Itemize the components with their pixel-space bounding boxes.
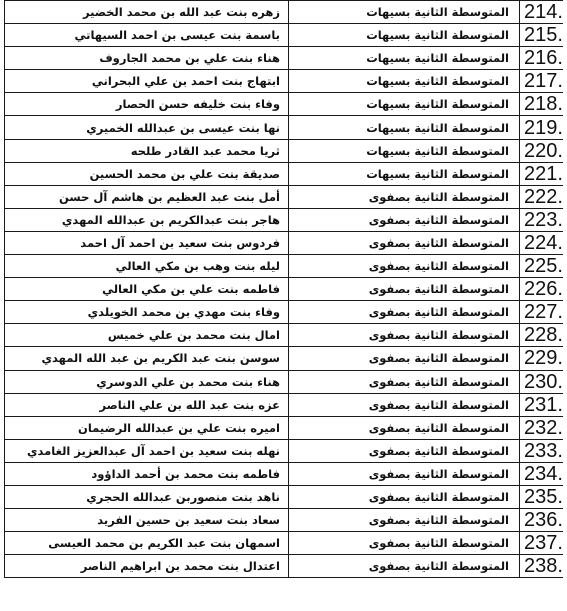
member-name-cell: نها بنت عيسى بن عبدالله الخميري: [5, 116, 289, 139]
school-name-cell: المتوسطة الثانية بصفوى: [289, 370, 520, 393]
table-row: [5, 139, 564, 162]
row-number: 218.: [524, 93, 563, 116]
school-name-cell: المتوسطة الثانية بصفوى: [289, 347, 520, 370]
row-number-cell: [520, 555, 564, 578]
row-number: 231.: [524, 393, 563, 416]
row-number: 224.: [524, 231, 563, 254]
member-name-cell: سوسن بنت عبد الكريم بن عبد الله المهدي: [5, 347, 289, 370]
member-name-cell: هناء بنت محمد بن علي الدوسري: [5, 370, 289, 393]
school-name-cell: المتوسطة الثانية بسيهات: [289, 47, 520, 70]
row-number-cell: [520, 208, 564, 231]
row-number-cell: [520, 485, 564, 508]
row-number: 228.: [524, 324, 563, 347]
table-row: [5, 416, 564, 439]
row-number-cell: [520, 93, 564, 116]
school-name-cell: المتوسطة الثانية بصفوى: [289, 324, 520, 347]
row-number: 230.: [524, 370, 563, 393]
row-number: 226.: [524, 278, 563, 301]
row-number: 227.: [524, 301, 563, 324]
member-name-cell: باسمة بنت عيسى بن احمد السيهاتي: [5, 24, 289, 47]
table-row: [5, 47, 564, 70]
school-name-cell: المتوسطة الثانية بسيهات: [289, 116, 520, 139]
member-name-cell: اميره بنت علي بن عبدالله الرضيمان: [5, 416, 289, 439]
row-number-cell: [520, 347, 564, 370]
row-number-cell: [520, 162, 564, 185]
member-name-cell: أمل بنت عبد العظيم بن هاشم آل حسن: [5, 185, 289, 208]
row-number-cell: [520, 116, 564, 139]
row-number-cell: [520, 1, 564, 24]
row-number: 221.: [524, 162, 563, 185]
member-name-cell: زهره بنت عبد الله بن محمد الخضير: [5, 1, 289, 24]
school-name-cell: المتوسطة الثانية بصفوى: [289, 231, 520, 254]
member-name-cell: نهله بنت سعيد بن احمد آل عبدالعزيز الغامدي: [5, 439, 289, 462]
table-row: [5, 1, 564, 24]
row-number-cell: [520, 393, 564, 416]
roster-table: [4, 0, 563, 578]
school-name-cell: المتوسطة الثانية بصفوى: [289, 555, 520, 578]
row-number-cell: [520, 439, 564, 462]
member-name-cell: فاطمه بنت علي بن مكي العالي: [5, 278, 289, 301]
row-number: 225.: [524, 255, 563, 278]
member-name-cell: هناء بنت علي بن محمد الجاروف: [5, 47, 289, 70]
school-name-cell: المتوسطة الثانية بصفوى: [289, 301, 520, 324]
member-name-cell: سعاد بنت سعيد بن حسين الفريد: [5, 509, 289, 532]
table-row: [5, 70, 564, 93]
member-name-cell: عزه بنت عبد الله بن علي الناصر: [5, 393, 289, 416]
school-name-cell: المتوسطة الثانية بصفوى: [289, 185, 520, 208]
member-name-cell: فاطمه بنت محمد بن أحمد الداؤود: [5, 462, 289, 485]
table-row: [5, 208, 564, 231]
school-name-cell: المتوسطة الثانية بسيهات: [289, 139, 520, 162]
school-name-cell: المتوسطة الثانية بصفوى: [289, 485, 520, 508]
table-row: [5, 24, 564, 47]
row-number: 232.: [524, 416, 563, 439]
table-row: [5, 485, 564, 508]
table-row: [5, 185, 564, 208]
row-number: 236.: [524, 509, 563, 532]
table-row: [5, 393, 564, 416]
member-name-cell: وفاء بنت مهدي بن محمد الخويلدي: [5, 301, 289, 324]
row-number: 217.: [524, 70, 563, 93]
member-name-cell: اعتدال بنت محمد بن ابراهيم الناصر: [5, 555, 289, 578]
table-row: [5, 93, 564, 116]
row-number-cell: [520, 255, 564, 278]
row-number-cell: [520, 70, 564, 93]
row-number-cell: [520, 509, 564, 532]
table-row: [5, 301, 564, 324]
row-number: 216.: [524, 47, 563, 70]
row-number-cell: [520, 301, 564, 324]
row-number: 229.: [524, 347, 563, 370]
row-number: 237.: [524, 532, 563, 555]
member-name-cell: ثريا محمد عبد القادر طلحه: [5, 139, 289, 162]
school-name-cell: المتوسطة الثانية بسيهات: [289, 1, 520, 24]
row-number: 214.: [524, 1, 563, 24]
row-number: 220.: [524, 139, 563, 162]
table-row: [5, 162, 564, 185]
table-row: [5, 116, 564, 139]
school-name-cell: المتوسطة الثانية بصفوى: [289, 278, 520, 301]
row-number-cell: [520, 278, 564, 301]
row-number: 238.: [524, 555, 563, 578]
table-row: [5, 347, 564, 370]
school-name-cell: المتوسطة الثانية بصفوى: [289, 208, 520, 231]
row-number-cell: [520, 231, 564, 254]
row-number-cell: [520, 370, 564, 393]
table-row: [5, 324, 564, 347]
row-number: 234.: [524, 462, 563, 485]
table-row: [5, 439, 564, 462]
row-number-cell: [520, 47, 564, 70]
row-number: 223.: [524, 208, 563, 231]
table-row: [5, 370, 564, 393]
member-name-cell: ناهد بنت منصوربن عبدالله الحجري: [5, 485, 289, 508]
school-name-cell: المتوسطة الثانية بصفوى: [289, 393, 520, 416]
school-name-cell: المتوسطة الثانية بسيهات: [289, 24, 520, 47]
school-name-cell: المتوسطة الثانية بسيهات: [289, 93, 520, 116]
row-number-cell: [520, 532, 564, 555]
member-name-cell: ابتهاج بنت احمد بن علي البحراني: [5, 70, 289, 93]
member-name-cell: امال بنت محمد بن علي خميس: [5, 324, 289, 347]
school-name-cell: المتوسطة الثانية بسيهات: [289, 162, 520, 185]
row-number-cell: [520, 416, 564, 439]
table-row: [5, 532, 564, 555]
table-row: [5, 555, 564, 578]
school-name-cell: المتوسطة الثانية بسيهات: [289, 70, 520, 93]
member-name-cell: ليله بنت وهب بن مكي العالي: [5, 255, 289, 278]
row-number: 233.: [524, 439, 563, 462]
row-number: 215.: [524, 24, 563, 47]
row-number-cell: [520, 462, 564, 485]
member-name-cell: صديقة بنت علي بن محمد الحسين: [5, 162, 289, 185]
member-name-cell: هاجر بنت عبدالكريم بن عبدالله المهدي: [5, 208, 289, 231]
table-row: [5, 462, 564, 485]
school-name-cell: المتوسطة الثانية بصفوى: [289, 416, 520, 439]
member-name-cell: وفاء بنت خليفه حسن الحصار: [5, 93, 289, 116]
row-number-cell: [520, 139, 564, 162]
row-number-cell: [520, 185, 564, 208]
table-row: [5, 231, 564, 254]
table-row: [5, 278, 564, 301]
school-name-cell: المتوسطة الثانية بصفوى: [289, 462, 520, 485]
school-name-cell: المتوسطة الثانية بصفوى: [289, 255, 520, 278]
table-row: [5, 255, 564, 278]
row-number-cell: [520, 24, 564, 47]
school-name-cell: المتوسطة الثانية بصفوى: [289, 439, 520, 462]
roster-sheet: [4, 0, 563, 611]
row-number: 235.: [524, 486, 563, 509]
member-name-cell: اسمهان بنت عبد الكريم بن محمد العيسى: [5, 532, 289, 555]
school-name-cell: المتوسطة الثانية بصفوى: [289, 532, 520, 555]
table-row: [5, 509, 564, 532]
row-number: 219.: [524, 116, 563, 139]
row-number-cell: [520, 324, 564, 347]
roster-table-body: [5, 1, 564, 578]
school-name-cell: المتوسطة الثانية بصفوى: [289, 509, 520, 532]
member-name-cell: فردوس بنت سعيد بن احمد آل احمد: [5, 231, 289, 254]
row-number: 222.: [524, 185, 563, 208]
